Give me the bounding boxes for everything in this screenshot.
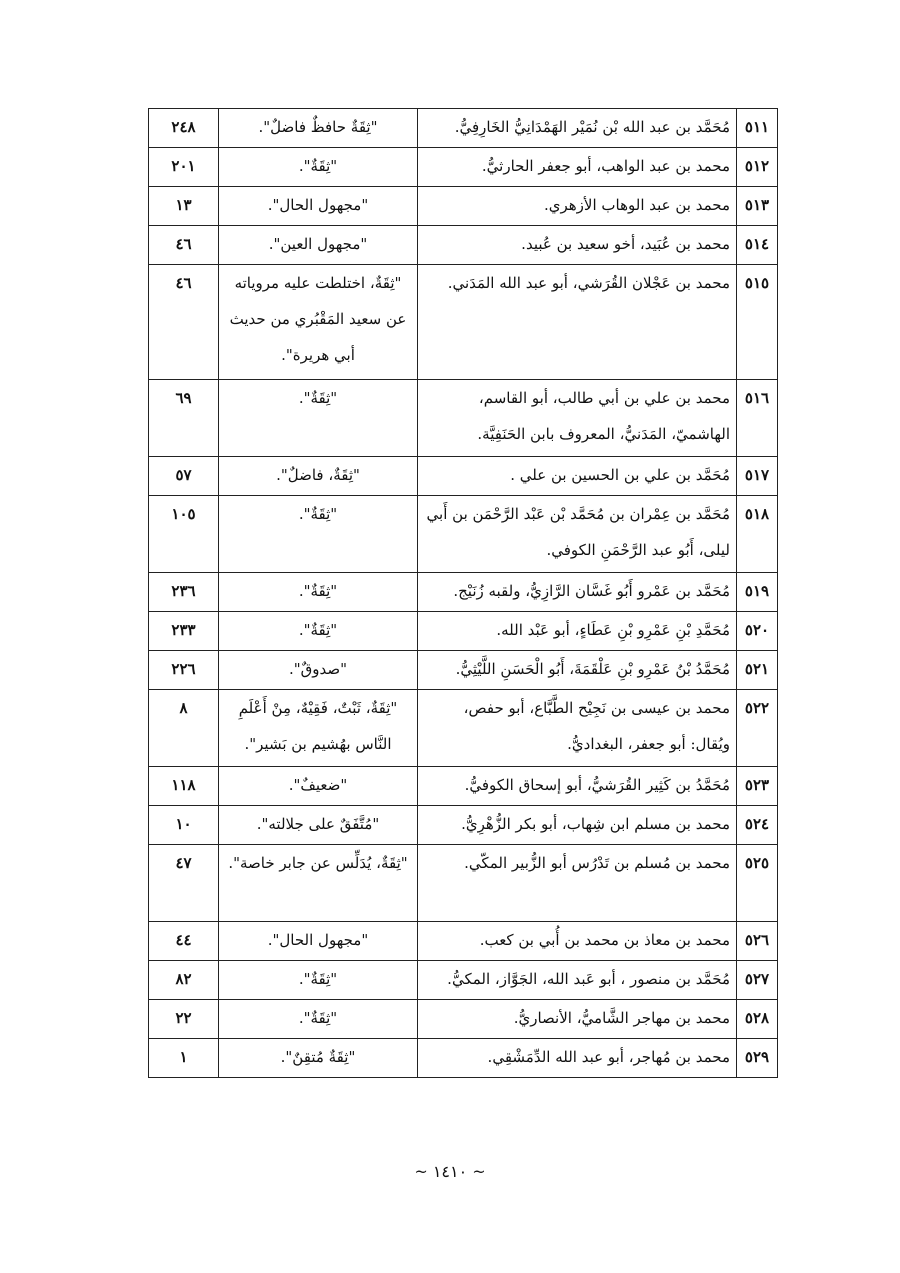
- reference-number: ٢٤٨: [149, 109, 219, 148]
- table-row: [149, 767, 778, 806]
- table-row: [149, 845, 778, 922]
- entry-number: ٥٢٤: [737, 806, 778, 845]
- table-row: [149, 612, 778, 651]
- entry-number: ٥١٦: [737, 380, 778, 457]
- narrator-name: محمد بن عبد الوهاب الأزهري.: [418, 187, 737, 226]
- narrator-name: محمد بن مهاجر الشَّاميُّ، الأنصاريُّ.: [418, 1000, 737, 1039]
- reference-number: ٤٤: [149, 922, 219, 961]
- table-row: [149, 961, 778, 1000]
- page-number: ~ ١٤١٠ ~: [414, 1162, 486, 1181]
- reference-number: ١٠: [149, 806, 219, 845]
- table-row: [149, 457, 778, 496]
- narrator-name: محمد بن مُهاجر، أبو عبد الله الدِّمَشْقِي.: [418, 1039, 737, 1078]
- entry-number: ٥١٧: [737, 457, 778, 496]
- entry-number: ٥٢٢: [737, 690, 778, 767]
- narrator-verdict: "ثِقَةٌ".: [219, 961, 418, 1000]
- table-row: [149, 1000, 778, 1039]
- narrator-verdict: "مجهول الحال".: [219, 187, 418, 226]
- reference-number: ٨٢: [149, 961, 219, 1000]
- narrator-name: مُحَمَّدُ بْنُ عَمْرِو بْنِ عَلْقَمَةَ، أَبُو الْحَسَنِ اللَّيْثِيُّ.: [418, 651, 737, 690]
- reference-number: ٤٦: [149, 226, 219, 265]
- entry-number: ٥١٨: [737, 496, 778, 573]
- reference-number: ٦٩: [149, 380, 219, 457]
- table-row: [149, 922, 778, 961]
- narrator-name: مُحَمَّد بن علي بن الحسين بن علي .: [418, 457, 737, 496]
- narrator-name: محمد بن عبد الواهب، أبو جعفر الحارثيُّ.: [418, 148, 737, 187]
- narrator-name: مُحَمَّد بن عبد الله بْن نُمَيْر الهَمْدَانِيُّ الخَارِفِيُّ.: [418, 109, 737, 148]
- reference-number: ١١٨: [149, 767, 219, 806]
- reference-number: ١: [149, 1039, 219, 1078]
- entry-number: ٥٢٨: [737, 1000, 778, 1039]
- reference-number: ٢٢: [149, 1000, 219, 1039]
- table-row: [149, 265, 778, 380]
- narrator-verdict: "ثِقَةٌ، فاضلٌ".: [219, 457, 418, 496]
- narrator-name: مُحَمَّد بن عِمْران بن مُحَمَّد بْن عَبْد الرَّحْمَن بن أَبي ليلى، أَبُو عبد الرَّحْمَنِ الكوفي.: [418, 496, 737, 573]
- narrator-verdict: "ثِقَةٌ".: [219, 496, 418, 573]
- narrator-verdict: "ثِقَةٌ، يُدَلِّس عن جابر خاصة".: [219, 845, 418, 922]
- narrator-verdict: "ثِقَةٌ".: [219, 573, 418, 612]
- narrator-name: محمد بن علي بن أبي طالب، أبو القاسم، الهاشميّ، المَدَنيُّ، المعروف بابن الحَنَفِيَّة.: [418, 380, 737, 457]
- narrators-table: [148, 108, 778, 1078]
- narrator-name: مُحَمَّد بن منصور ، أبو عَبد الله، الجَوَّاز، المكيُّ.: [418, 961, 737, 1000]
- table-row: [149, 109, 778, 148]
- entry-number: ٥١٩: [737, 573, 778, 612]
- reference-number: ٤٧: [149, 845, 219, 922]
- entry-number: ٥٢٧: [737, 961, 778, 1000]
- table-row: [149, 226, 778, 265]
- table-row: [149, 380, 778, 457]
- narrator-name: محمد بن عيسى بن نَجِيْح الطَّبَّاع، أبو حفص، ويُقال: أبو جعفر، البغداديُّ.: [418, 690, 737, 767]
- narrator-name: مُحَمَّدُ بن كَثِير القُرَشيُّ، أبو إسحاق الكوفيُّ.: [418, 767, 737, 806]
- reference-number: ١٠٥: [149, 496, 219, 573]
- narrator-verdict: "مجهول الحال".: [219, 922, 418, 961]
- entry-number: ٥١٣: [737, 187, 778, 226]
- narrator-verdict: "ثِقَةٌ حافظٌ فاضلٌ".: [219, 109, 418, 148]
- reference-number: ٢٣٣: [149, 612, 219, 651]
- narrator-name: محمد بن مُسلم بن تَدْرُس أبو الزُّبير المكّي.: [418, 845, 737, 922]
- entry-number: ٥١١: [737, 109, 778, 148]
- narrator-verdict: "مجهول العين".: [219, 226, 418, 265]
- table-row: [149, 690, 778, 767]
- table-row: [149, 1039, 778, 1078]
- entry-number: ٥٢٣: [737, 767, 778, 806]
- narrator-verdict: "ثِقَةٌ".: [219, 380, 418, 457]
- entry-number: ٥١٢: [737, 148, 778, 187]
- narrator-name: مُحَمَّدِ بْنِ عَمْرِو بْنِ عَطَاءٍ، أبو عَبْد الله.: [418, 612, 737, 651]
- table-row: [149, 148, 778, 187]
- reference-number: ٢٣٦: [149, 573, 219, 612]
- narrator-verdict: "ضعيفٌ".: [219, 767, 418, 806]
- entry-number: ٥٢٩: [737, 1039, 778, 1078]
- entry-number: ٥٢٦: [737, 922, 778, 961]
- narrator-name: محمد بن معاذ بن محمد بن أُبي بن كعب.: [418, 922, 737, 961]
- reference-number: ٤٦: [149, 265, 219, 380]
- table-row: [149, 573, 778, 612]
- narrator-verdict: "ثِقَةٌ".: [219, 612, 418, 651]
- narrator-verdict: "ثِقَةٌ".: [219, 1000, 418, 1039]
- entry-number: ٥٢٠: [737, 612, 778, 651]
- reference-number: ٥٧: [149, 457, 219, 496]
- narrator-verdict: "ثِقَةٌ، اختلطت عليه مروياته عن سعيد المَقْبُري من حديث أبي هريرة".: [219, 265, 418, 380]
- narrator-verdict: "صدوقٌ".: [219, 651, 418, 690]
- reference-number: ٨: [149, 690, 219, 767]
- narrator-name: محمد بن مسلم ابن شِهاب، أبو بكر الزُّهْرِيُّ.: [418, 806, 737, 845]
- narrator-verdict: "ثِقَةٌ مُتقِنٌ".: [219, 1039, 418, 1078]
- entry-number: ٥٢٥: [737, 845, 778, 922]
- table-row: [149, 496, 778, 573]
- entry-number: ٥١٤: [737, 226, 778, 265]
- reference-number: ١٣: [149, 187, 219, 226]
- table-row: [149, 187, 778, 226]
- narrator-name: محمد بن عَجْلان القُرَشي، أبو عبد الله المَدَني.: [418, 265, 737, 380]
- table-row: [149, 651, 778, 690]
- reference-number: ٢٠١: [149, 148, 219, 187]
- narrator-verdict: "ثِقَةٌ".: [219, 148, 418, 187]
- entry-number: ٥١٥: [737, 265, 778, 380]
- narrator-verdict: "مُتَّفَقٌ على جلالته".: [219, 806, 418, 845]
- narrator-verdict: "ثِقَةٌ، ثَبْتٌ، فَقِيْهٌ، مِنْ أَعْلَمِ النَّاس بهُشيم بن بَشير".: [219, 690, 418, 767]
- narrator-name: مُحَمَّد بن عَمْرو أَبُو غَسَّان الرَّازِيُّ، ولقبه زُنَيْج.: [418, 573, 737, 612]
- table-row: [149, 806, 778, 845]
- narrator-name: محمد بن عُبَيد، أخو سعيد بن عُبيد.: [418, 226, 737, 265]
- reference-number: ٢٢٦: [149, 651, 219, 690]
- entry-number: ٥٢١: [737, 651, 778, 690]
